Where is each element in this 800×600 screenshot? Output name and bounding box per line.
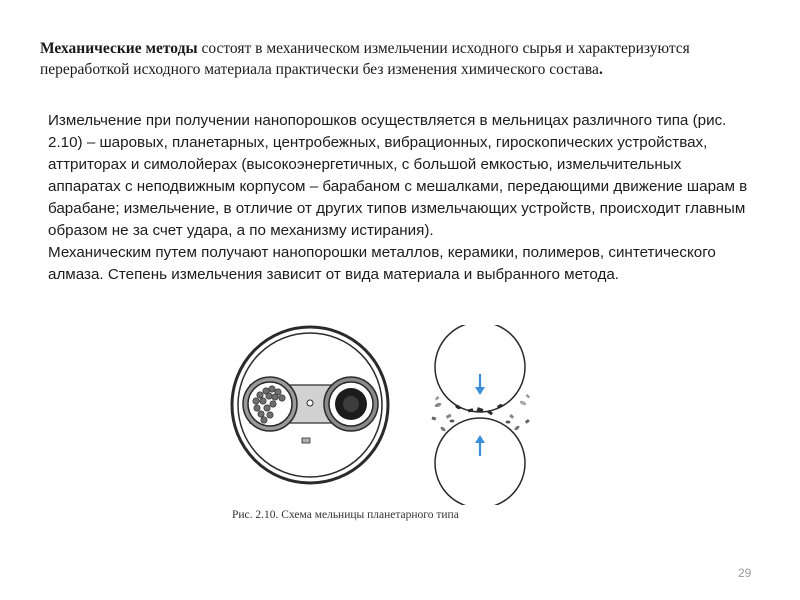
intro-rest: состоят в механическом измельчении исходного сырья и характеризуются переработкой исходного материала практически без изменения химического состава <box>40 40 690 78</box>
mill-center-axis <box>307 400 313 406</box>
body-text <box>48 110 758 286</box>
figure-planetary-mill <box>230 325 550 505</box>
lower-roller <box>435 418 525 505</box>
figure-svg <box>230 325 550 505</box>
intro-bold-lead: Механические методы <box>40 40 198 57</box>
intro-paragraph <box>40 38 770 80</box>
mill-small-mark <box>302 438 310 443</box>
intro-end-mark: . <box>598 61 603 78</box>
figure-caption: Рис. 2.10. Схема мельницы планетарного типа <box>232 509 459 521</box>
page-number: 29 <box>738 566 752 580</box>
right-vial <box>324 377 378 431</box>
paragraph-milling: Измельчение при получении нанопорошков осуществляется в мельницах различного типа (рис. 2.10) – шаровых, планетарных, центробежных, вибрационных, гироскопических устройствах, аттриторах и симолойерах (высокоэнергетичных, с большой емкостью, измельчительных аппаратах с неподвижным корпусом – барабаном с мешалками, передающими движение шарам в барабане; измельчение, в отличие от других типов измельчающих устройств, происходит главным образом не за счет удара, а по механизму истирания). <box>48 112 748 239</box>
rollers-drawing <box>432 325 531 505</box>
planetary-mill-drawing <box>232 327 388 483</box>
paragraph-products: Механическим путем получают нанопорошки металлов, керамики, полимеров, синтетического алмаза. Степень измельчения зависит от вида материала и выбранного метода. <box>48 244 716 283</box>
left-vial <box>243 377 297 431</box>
upper-roller <box>435 325 525 412</box>
